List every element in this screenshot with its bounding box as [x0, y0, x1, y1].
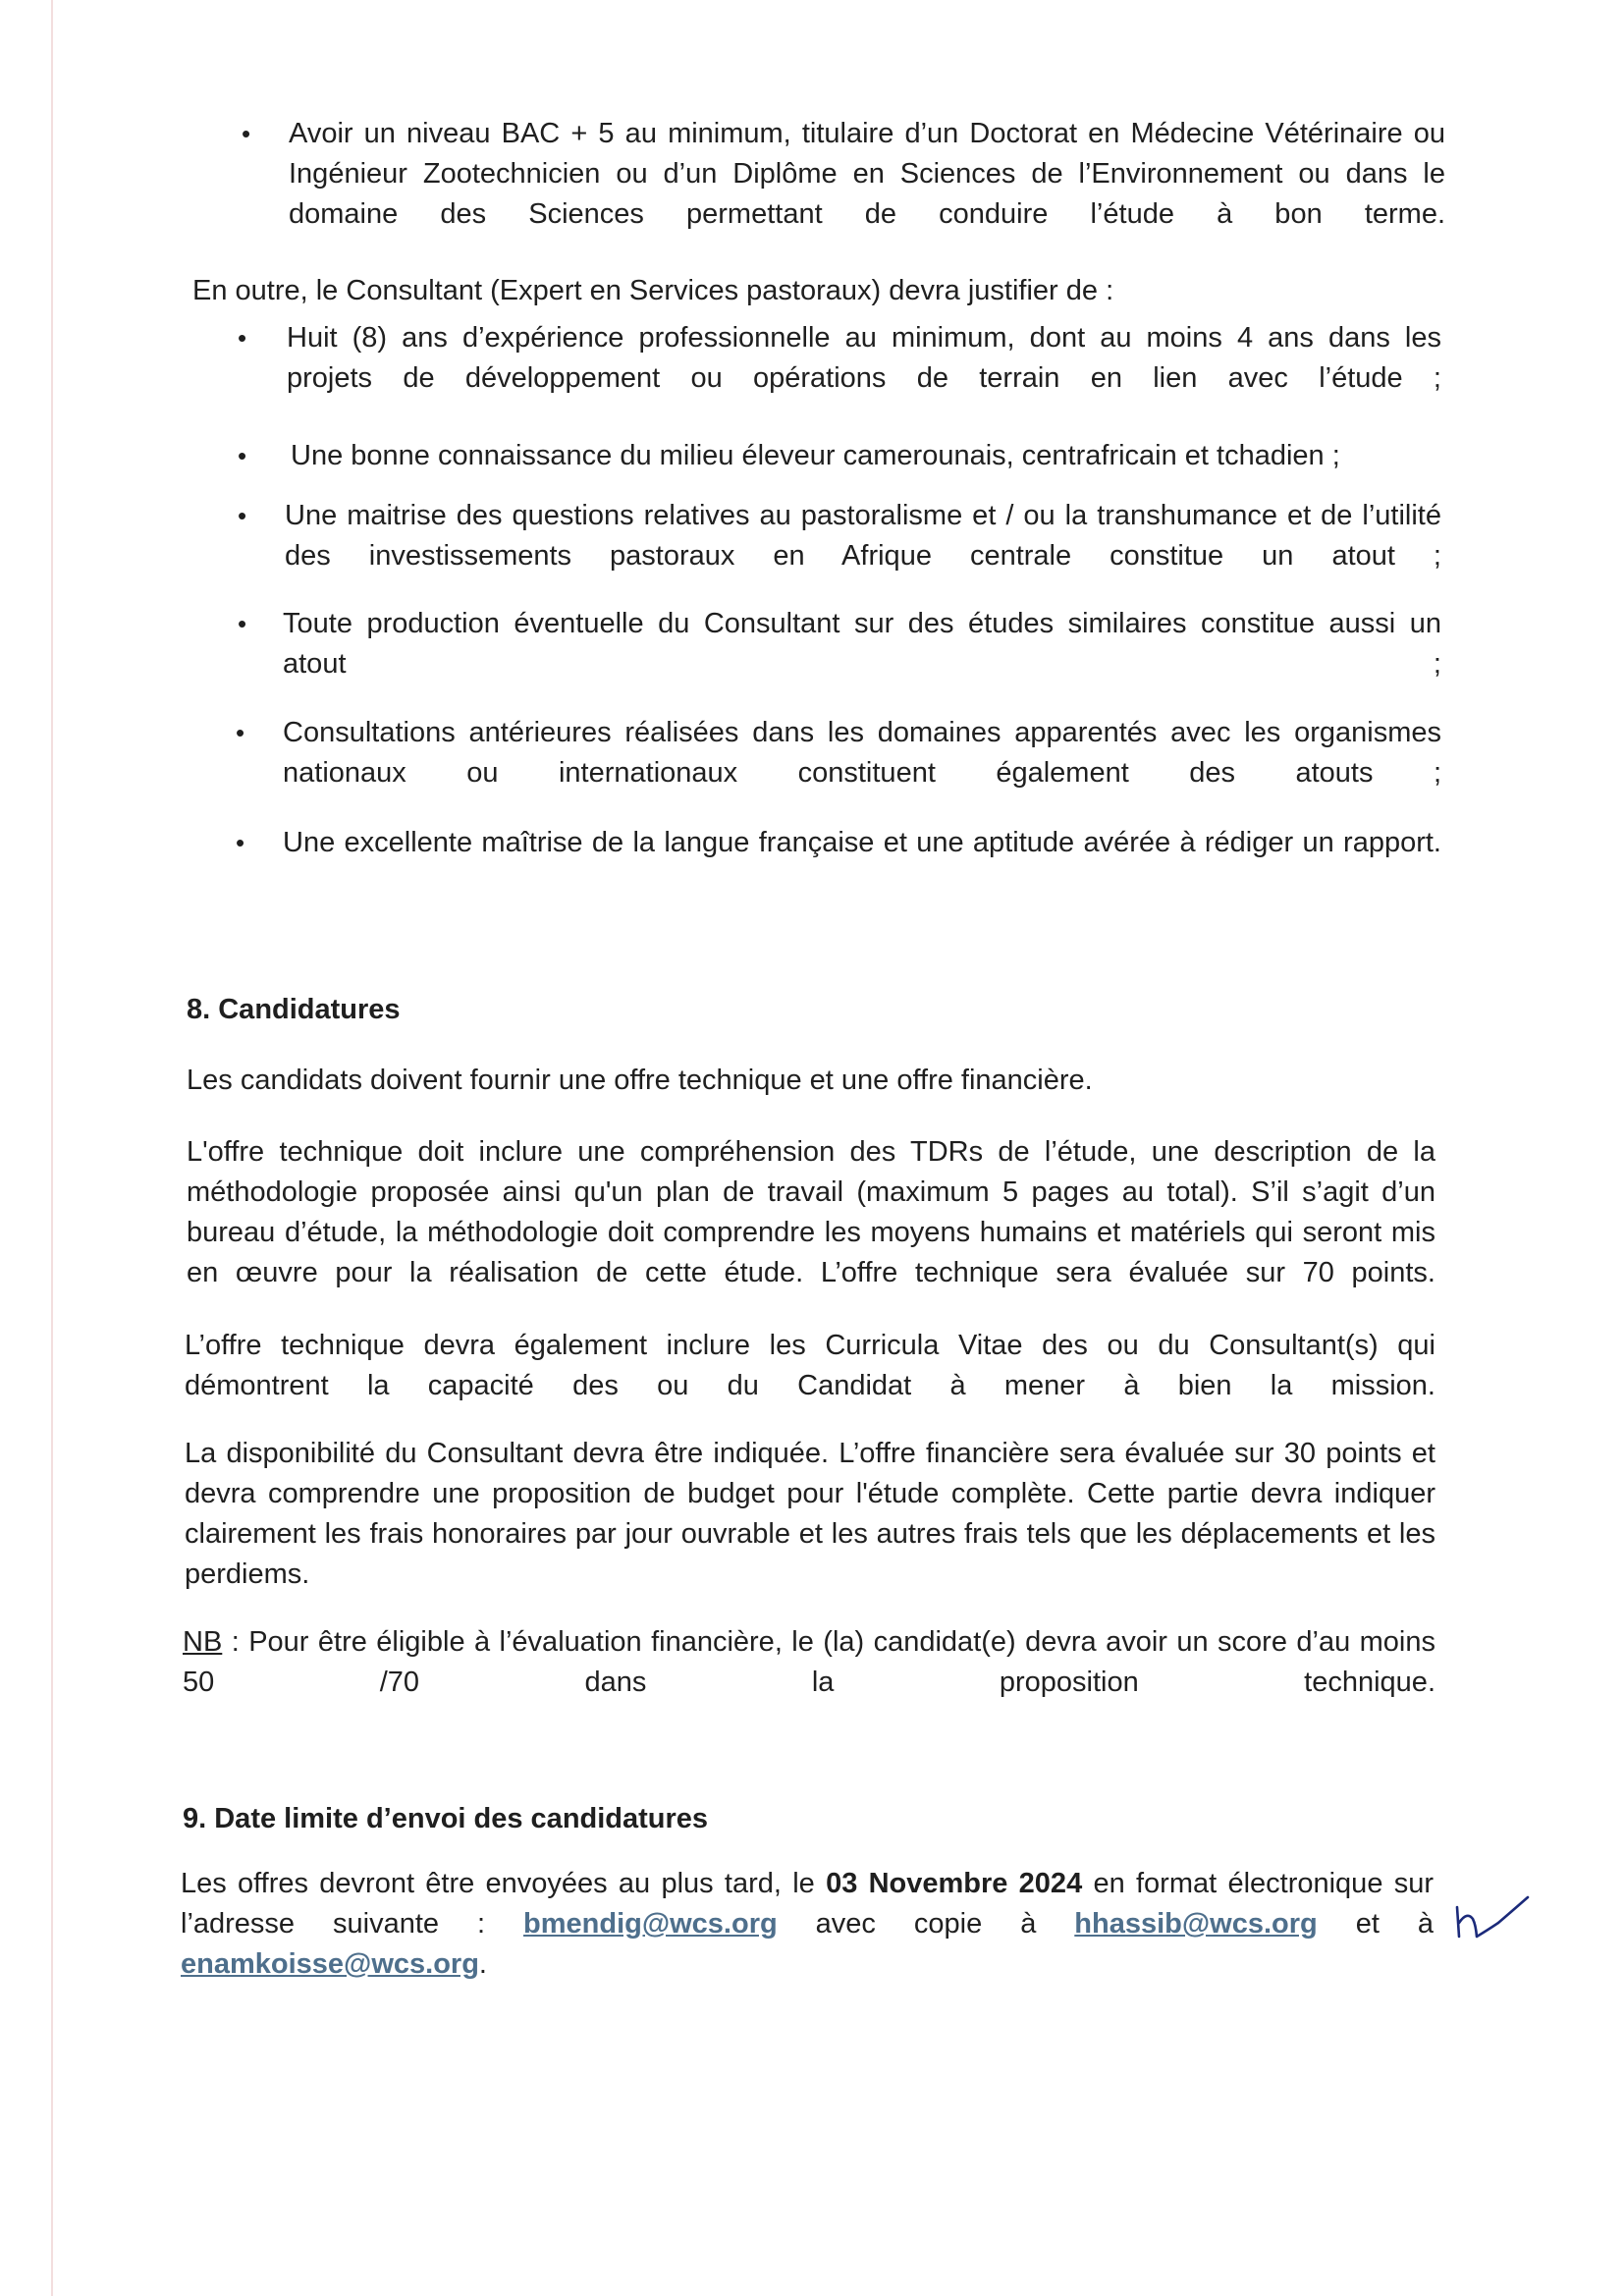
sentence-end: . [478, 1948, 487, 1980]
margin-line [51, 0, 53, 2296]
requirement-item: Une excellente maîtrise de la langue française et une aptitude avérée à rédiger un rapport. [283, 827, 1441, 858]
nb-text: : Pour être éligible à l’évaluation financière, le (la) candidat(e) devra avoir un score d’au moins 50 /70 dans la proposition technique. [183, 1626, 1435, 1698]
section-8-paragraph-4: La disponibilité du Consultant devra être indiquée. L’offre financière sera évaluée sur 30 points et devra comprendre une proposition de budget pour l'étude complète. Cette partie devra indiquer clairement les frais honoraires par jour ouvrable et les autres frais tels que les déplacements et les perdiems. [185, 1438, 1435, 1590]
email-link-hhassib[interactable]: hhassib@wcs.org [1074, 1908, 1318, 1940]
copy-text: avec copie à [777, 1908, 1075, 1940]
section-8-paragraph-3: L’offre technique devra également inclure les Curricula Vitae des ou du Consultant(s) qui démontrent la capacité des ou du Candidat à mener à bien la mission. [185, 1330, 1435, 1401]
requirement-item: Consultations antérieures réalisées dans les domaines apparentés avec les organismes nationaux ou internationaux constituent également des atouts ; [283, 717, 1441, 789]
requirement-item: Toute production éventuelle du Consultant sur des études similaires constitue aussi un atout ; [283, 608, 1441, 680]
bullet-icon: • [236, 718, 245, 747]
bullet-icon: • [238, 441, 247, 470]
section-8-title: 8. Candidatures [187, 994, 401, 1025]
and-text: et à [1317, 1908, 1434, 1940]
bullet-icon: • [238, 323, 247, 353]
requirements-intro: En outre, le Consultant (Expert en Services pastoraux) devra justifier de : [192, 275, 1114, 306]
section-8-paragraph-1: Les candidats doivent fournir une offre technique et une offre financière. [187, 1065, 1093, 1096]
requirement-item: Une maitrise des questions relatives au pastoralisme et / ou la transhumance et de l’utilité des investissements pastoraux en Afrique centrale constitue un atout ; [285, 500, 1441, 572]
nb-note [183, 1622, 1435, 1703]
nb-label: NB [183, 1626, 223, 1658]
section-8-paragraph-2: L'offre technique doit inclure une compréhension des TDRs de l’étude, une description de la méthodologie proposée ainsi qu'un plan de travail (maximum 5 pages au total). S’il s’agit d’un bureau d’étude, la méthodologie doit comprendre les moyens humains et matériels qui seront mis en œuvre pour la réalisation de cette étude. L’offre technique sera évaluée sur 70 points. [187, 1136, 1435, 1288]
requirement-item: Huit (8) ans d’expérience professionnelle au minimum, dont au moins 4 ans dans les projets de développement ou opérations de terrain en lien avec l’étude ; [287, 322, 1441, 394]
bullet-icon: • [242, 119, 251, 148]
deadline-text-before: Les offres devront être envoyées au plus tard, le [181, 1868, 827, 1899]
bullet-icon: • [236, 828, 245, 857]
email-link-enamkoisse[interactable]: enamkoisse@wcs.org [181, 1948, 479, 1980]
section-9-paragraph [181, 1864, 1434, 1985]
section-9-title: 9. Date limite d’envoi des candidatures [183, 1803, 709, 1834]
bullet-icon: • [238, 609, 247, 638]
deadline-text-after: en format électronique sur l’adresse suivante : [181, 1868, 1434, 1940]
deadline-date: 03 Novembre 2024 [826, 1868, 1083, 1899]
handwritten-initials [1451, 1893, 1534, 1948]
requirement-item: Une bonne connaissance du milieu éleveur camerounais, centrafricain et tchadien ; [291, 440, 1340, 471]
profile-item: Avoir un niveau BAC + 5 au minimum, titulaire d’un Doctorat en Médecine Vétérinaire ou Ingénieur Zootechnicien ou d’un Diplôme en Sciences de l’Environnement ou dans le domaine des Sciences permettant de conduire l’étude à bon terme. [289, 118, 1445, 230]
bullet-icon: • [238, 501, 247, 530]
email-link-bmendig[interactable]: bmendig@wcs.org [523, 1908, 778, 1940]
